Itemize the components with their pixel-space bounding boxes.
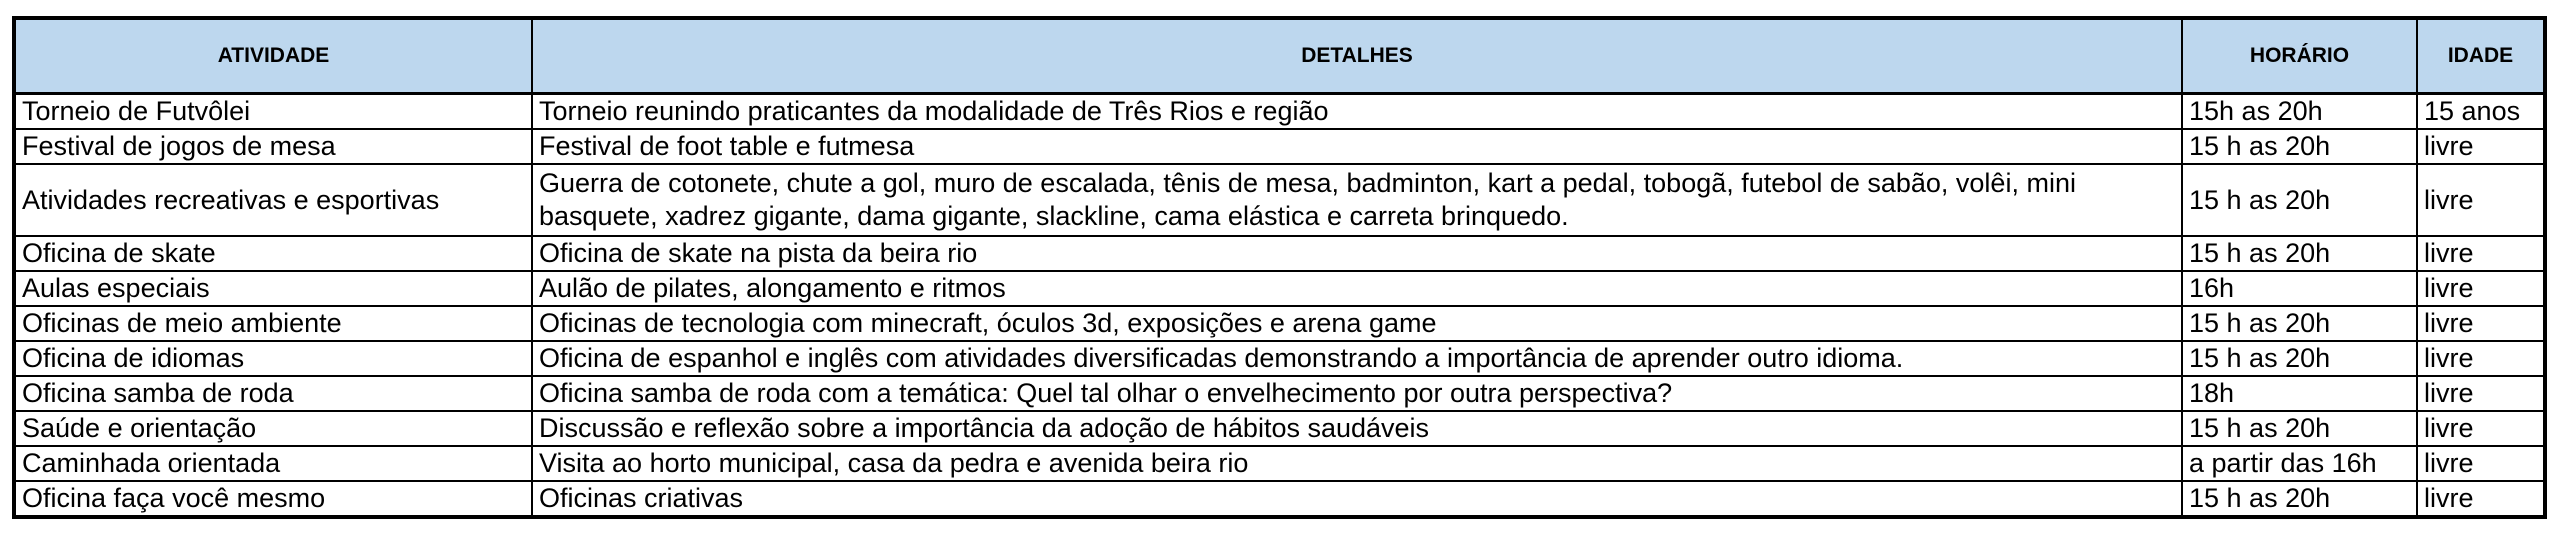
- cell-idade: livre: [2417, 129, 2543, 164]
- cell-idade: livre: [2417, 306, 2543, 341]
- cell-detalhes: Torneio reunindo praticantes da modalidade de Três Rios e região: [532, 94, 2182, 130]
- cell-detalhes: Oficina samba de roda com a temática: Quel tal olhar o envelhecimento por outra perspectiva?: [532, 376, 2182, 411]
- cell-idade: livre: [2417, 271, 2543, 306]
- header-row: [16, 20, 2543, 94]
- cell-horario: 15 h as 20h: [2182, 481, 2417, 515]
- cell-idade: livre: [2417, 481, 2543, 515]
- cell-horario: 18h: [2182, 376, 2417, 411]
- cell-detalhes: Oficina de espanhol e inglês com atividades diversificadas demonstrando a importância de aprender outro idioma.: [532, 341, 2182, 376]
- cell-atividade: Aulas especiais: [16, 271, 532, 306]
- cell-detalhes: Oficina de skate na pista da beira rio: [532, 236, 2182, 271]
- cell-horario: a partir das 16h: [2182, 446, 2417, 481]
- table-row: [16, 306, 2543, 341]
- table-row: [16, 481, 2543, 515]
- header-idade: IDADE: [2417, 20, 2543, 94]
- table-row: [16, 164, 2543, 236]
- cell-atividade: Oficina de idiomas: [16, 341, 532, 376]
- cell-atividade: Atividades recreativas e esportivas: [16, 164, 532, 236]
- cell-horario: 15 h as 20h: [2182, 236, 2417, 271]
- header-horario: HORÁRIO: [2182, 20, 2417, 94]
- cell-detalhes: Visita ao horto municipal, casa da pedra e avenida beira rio: [532, 446, 2182, 481]
- table-row: [16, 271, 2543, 306]
- cell-atividade: Saúde e orientação: [16, 411, 532, 446]
- cell-horario: 15 h as 20h: [2182, 306, 2417, 341]
- cell-atividade: Oficina de skate: [16, 236, 532, 271]
- cell-detalhes: Guerra de cotonete, chute a gol, muro de escalada, tênis de mesa, badminton, kart a pedal, tobogã, futebol de sabão, volêi, mini basquete, xadrez gigante, dama gigante, slackline, cama elástica e carreta brinquedo.: [532, 164, 2182, 236]
- table-row: [16, 446, 2543, 481]
- table-row: [16, 376, 2543, 411]
- cell-horario: 15 h as 20h: [2182, 164, 2417, 236]
- cell-idade: 15 anos: [2417, 94, 2543, 130]
- table-row: [16, 94, 2543, 130]
- cell-atividade: Festival de jogos de mesa: [16, 129, 532, 164]
- cell-idade: livre: [2417, 446, 2543, 481]
- header-detalhes: DETALHES: [532, 20, 2182, 94]
- table-row: [16, 341, 2543, 376]
- cell-atividade: Oficina samba de roda: [16, 376, 532, 411]
- table-row: [16, 129, 2543, 164]
- cell-detalhes: Festival de foot table e futmesa: [532, 129, 2182, 164]
- table-body: [16, 94, 2543, 516]
- table-header: [16, 20, 2543, 94]
- cell-detalhes: Oficinas de tecnologia com minecraft, óculos 3d, exposições e arena game: [532, 306, 2182, 341]
- cell-atividade: Oficina faça você mesmo: [16, 481, 532, 515]
- cell-idade: livre: [2417, 411, 2543, 446]
- cell-idade: livre: [2417, 236, 2543, 271]
- cell-atividade: Torneio de Futvôlei: [16, 94, 532, 130]
- activities-table: [16, 20, 2543, 515]
- cell-detalhes: Aulão de pilates, alongamento e ritmos: [532, 271, 2182, 306]
- cell-detalhes: Discussão e reflexão sobre a importância da adoção de hábitos saudáveis: [532, 411, 2182, 446]
- cell-horario: 15 h as 20h: [2182, 129, 2417, 164]
- activities-table-container: [12, 16, 2547, 519]
- cell-idade: livre: [2417, 341, 2543, 376]
- table-row: [16, 236, 2543, 271]
- cell-horario: 15h as 20h: [2182, 94, 2417, 130]
- cell-horario: 16h: [2182, 271, 2417, 306]
- cell-idade: livre: [2417, 376, 2543, 411]
- table-row: [16, 411, 2543, 446]
- header-atividade: ATIVIDADE: [16, 20, 532, 94]
- cell-idade: livre: [2417, 164, 2543, 236]
- cell-horario: 15 h as 20h: [2182, 411, 2417, 446]
- cell-atividade: Caminhada orientada: [16, 446, 532, 481]
- cell-atividade: Oficinas de meio ambiente: [16, 306, 532, 341]
- cell-detalhes: Oficinas criativas: [532, 481, 2182, 515]
- cell-horario: 15 h as 20h: [2182, 341, 2417, 376]
